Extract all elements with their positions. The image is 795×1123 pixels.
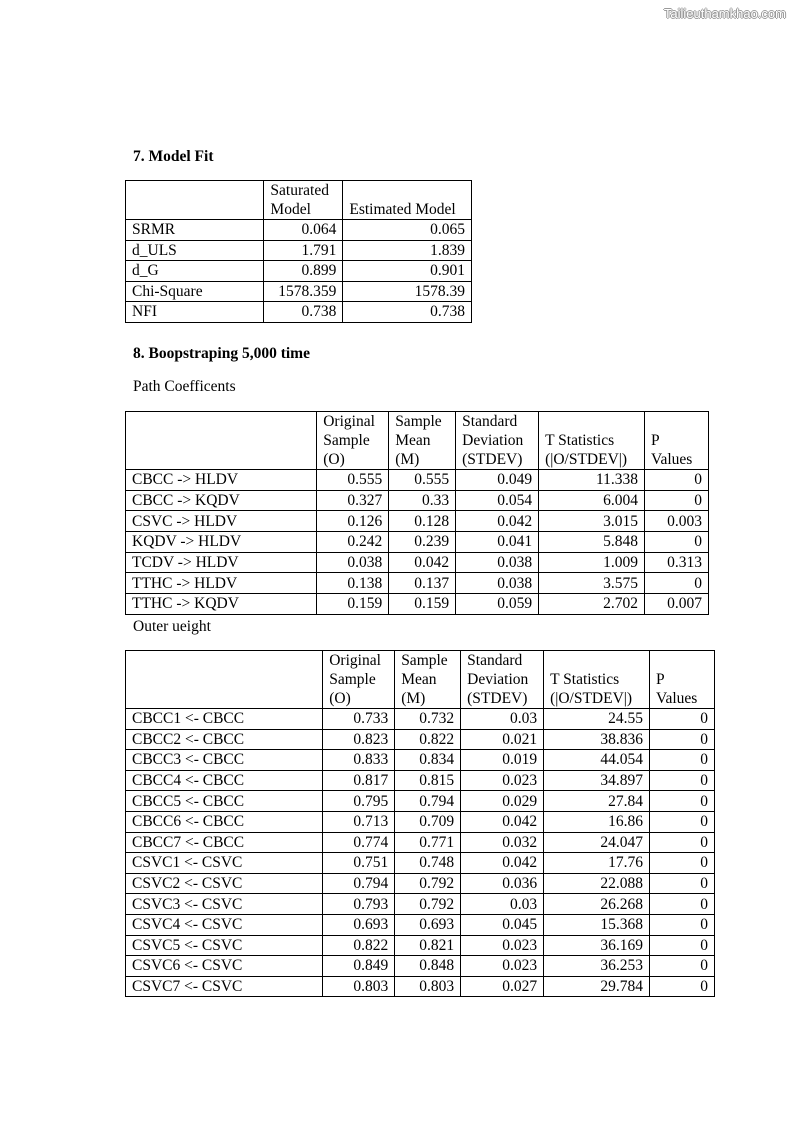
value-cell: 0.239 — [389, 532, 456, 553]
value-cell: 0.038 — [317, 552, 389, 573]
value-cell: 0.693 — [323, 914, 395, 935]
value-cell: 0.833 — [323, 750, 395, 771]
row-label-cell: CBCC1 <- CBCC — [126, 709, 323, 730]
value-cell: 0.023 — [461, 770, 544, 791]
value-cell: 36.253 — [544, 956, 650, 977]
value-cell: 0.693 — [395, 914, 461, 935]
value-cell: 29.784 — [544, 976, 650, 997]
value-cell: 34.897 — [544, 770, 650, 791]
column-header — [126, 412, 317, 470]
row-label-cell: CSVC5 <- CSVC — [126, 935, 323, 956]
value-cell: 0 — [650, 976, 715, 997]
column-header: Original Sample (O) — [317, 412, 389, 470]
row-label-cell: CBCC -> KQDV — [126, 490, 317, 511]
table-row — [126, 240, 472, 261]
table-row — [126, 532, 709, 553]
value-cell: 0.849 — [323, 956, 395, 977]
row-label-cell: NFI — [126, 302, 264, 323]
table-row — [126, 873, 715, 894]
row-label-cell: d_ULS — [126, 240, 264, 261]
value-cell: 0.774 — [323, 832, 395, 853]
row-label-cell: KQDV -> HLDV — [126, 532, 317, 553]
value-cell: 0 — [645, 532, 709, 553]
value-cell: 0.042 — [461, 811, 544, 832]
value-cell: 0.823 — [323, 729, 395, 750]
row-label-cell: CBCC6 <- CBCC — [126, 811, 323, 832]
row-label-cell: CBCC5 <- CBCC — [126, 791, 323, 812]
value-cell: 0.03 — [461, 709, 544, 730]
table-row — [126, 853, 715, 874]
value-cell: 1.839 — [343, 240, 472, 261]
row-label-cell: d_G — [126, 261, 264, 282]
table-row — [126, 729, 715, 750]
outer-weight-label: Outer ueight — [133, 618, 211, 635]
value-cell: 3.015 — [539, 511, 645, 532]
table-row — [126, 956, 715, 977]
value-cell: 0.848 — [395, 956, 461, 977]
value-cell: 0.042 — [389, 552, 456, 573]
value-cell: 0.733 — [323, 709, 395, 730]
table-row — [126, 811, 715, 832]
table-row — [126, 791, 715, 812]
value-cell: 0 — [645, 573, 709, 594]
column-header — [126, 181, 264, 220]
value-cell: 0 — [650, 894, 715, 915]
value-cell: 0.313 — [645, 552, 709, 573]
value-cell: 0.159 — [389, 594, 456, 615]
value-cell: 0 — [645, 470, 709, 491]
value-cell: 0.794 — [395, 791, 461, 812]
value-cell: 0 — [650, 935, 715, 956]
value-cell: 0.738 — [264, 302, 343, 323]
value-cell: 5.848 — [539, 532, 645, 553]
value-cell: 0.793 — [323, 894, 395, 915]
value-cell: 2.702 — [539, 594, 645, 615]
column-header — [126, 651, 323, 709]
row-label-cell: TTHC -> KQDV — [126, 594, 317, 615]
value-cell: 0.029 — [461, 791, 544, 812]
value-cell: 0.159 — [317, 594, 389, 615]
table-row — [126, 281, 472, 302]
value-cell: 0 — [650, 853, 715, 874]
value-cell: 0.041 — [456, 532, 539, 553]
table-row — [126, 709, 715, 730]
column-header: P Values — [650, 651, 715, 709]
value-cell: 0.751 — [323, 853, 395, 874]
value-cell: 15.368 — [544, 914, 650, 935]
value-cell: 0 — [650, 811, 715, 832]
table-row — [126, 552, 709, 573]
value-cell: 0.027 — [461, 976, 544, 997]
value-cell: 0.834 — [395, 750, 461, 771]
value-cell: 0 — [650, 791, 715, 812]
value-cell: 24.55 — [544, 709, 650, 730]
table-row — [126, 976, 715, 997]
table-header-row — [126, 181, 472, 220]
row-label-cell: CBCC4 <- CBCC — [126, 770, 323, 791]
value-cell: 0.023 — [461, 935, 544, 956]
value-cell: 0.795 — [323, 791, 395, 812]
value-cell: 0.065 — [343, 220, 472, 241]
column-header: Saturated Model — [264, 181, 343, 220]
table-row — [126, 894, 715, 915]
value-cell: 0 — [650, 832, 715, 853]
value-cell: 0.817 — [323, 770, 395, 791]
value-cell: 0.032 — [461, 832, 544, 853]
value-cell: 0 — [650, 709, 715, 730]
table-header-row — [126, 412, 709, 470]
value-cell: 11.338 — [539, 470, 645, 491]
value-cell: 1578.39 — [343, 281, 472, 302]
row-label-cell: CSVC1 <- CSVC — [126, 853, 323, 874]
row-label-cell: CSVC -> HLDV — [126, 511, 317, 532]
value-cell: 0.059 — [456, 594, 539, 615]
row-label-cell: CSVC2 <- CSVC — [126, 873, 323, 894]
value-cell: 0.803 — [323, 976, 395, 997]
table-header-row — [126, 651, 715, 709]
value-cell: 0.023 — [461, 956, 544, 977]
table-row — [126, 935, 715, 956]
table-row — [126, 490, 709, 511]
table-row — [126, 573, 709, 594]
value-cell: 0 — [645, 490, 709, 511]
value-cell: 26.268 — [544, 894, 650, 915]
table-row — [126, 261, 472, 282]
row-label-cell: TTHC -> HLDV — [126, 573, 317, 594]
bootstrapping-heading: 8. Boopstraping 5,000 time — [133, 345, 310, 362]
value-cell: 0.899 — [264, 261, 343, 282]
value-cell: 0 — [650, 750, 715, 771]
value-cell: 0.709 — [395, 811, 461, 832]
value-cell: 16.86 — [544, 811, 650, 832]
table-row — [126, 770, 715, 791]
value-cell: 22.088 — [544, 873, 650, 894]
column-header: Original Sample (O) — [323, 651, 395, 709]
model-fit-heading: 7. Model Fit — [133, 148, 214, 165]
table-row — [126, 750, 715, 771]
value-cell: 1.009 — [539, 552, 645, 573]
column-header: Standard Deviation (STDEV) — [461, 651, 544, 709]
value-cell: 0.03 — [461, 894, 544, 915]
value-cell: 6.004 — [539, 490, 645, 511]
value-cell: 0.748 — [395, 853, 461, 874]
value-cell: 0.901 — [343, 261, 472, 282]
value-cell: 0.042 — [456, 511, 539, 532]
value-cell: 3.575 — [539, 573, 645, 594]
table-row — [126, 220, 472, 241]
value-cell: 0 — [650, 956, 715, 977]
value-cell: 0.021 — [461, 729, 544, 750]
row-label-cell: SRMR — [126, 220, 264, 241]
value-cell: 0.803 — [395, 976, 461, 997]
value-cell: 17.76 — [544, 853, 650, 874]
value-cell: 0.815 — [395, 770, 461, 791]
value-cell: 44.054 — [544, 750, 650, 771]
row-label-cell: CSVC3 <- CSVC — [126, 894, 323, 915]
row-label-cell: Chi-Square — [126, 281, 264, 302]
path-coefficients-label: Path Coefficents — [133, 378, 236, 395]
column-header: Standard Deviation (STDEV) — [456, 412, 539, 470]
watermark: Tailieuthamkhao.com — [663, 6, 786, 21]
row-label-cell: TCDV -> HLDV — [126, 552, 317, 573]
value-cell: 1.791 — [264, 240, 343, 261]
value-cell: 38.836 — [544, 729, 650, 750]
value-cell: 0.794 — [323, 873, 395, 894]
row-label-cell: CSVC4 <- CSVC — [126, 914, 323, 935]
value-cell: 0.038 — [456, 573, 539, 594]
table-row — [126, 914, 715, 935]
column-header: Sample Mean (M) — [389, 412, 456, 470]
value-cell: 0.038 — [456, 552, 539, 573]
value-cell: 0.555 — [389, 470, 456, 491]
value-cell: 0 — [650, 729, 715, 750]
table-row — [126, 302, 472, 323]
value-cell: 0.128 — [389, 511, 456, 532]
value-cell: 0.007 — [645, 594, 709, 615]
value-cell: 0.036 — [461, 873, 544, 894]
value-cell: 0.137 — [389, 573, 456, 594]
value-cell: 0.713 — [323, 811, 395, 832]
value-cell: 0.138 — [317, 573, 389, 594]
value-cell: 0.126 — [317, 511, 389, 532]
row-label-cell: CBCC7 <- CBCC — [126, 832, 323, 853]
value-cell: 0.771 — [395, 832, 461, 853]
table-row — [126, 470, 709, 491]
value-cell: 0 — [650, 914, 715, 935]
value-cell: 24.047 — [544, 832, 650, 853]
outer-weight-table — [125, 650, 715, 997]
table-row — [126, 511, 709, 532]
value-cell: 0.242 — [317, 532, 389, 553]
model-fit-table — [125, 180, 472, 323]
value-cell: 0.33 — [389, 490, 456, 511]
value-cell: 0 — [650, 770, 715, 791]
value-cell: 0.042 — [461, 853, 544, 874]
value-cell: 0.555 — [317, 470, 389, 491]
value-cell: 0 — [650, 873, 715, 894]
row-label-cell: CBCC -> HLDV — [126, 470, 317, 491]
value-cell: 0.054 — [456, 490, 539, 511]
value-cell: 27.84 — [544, 791, 650, 812]
value-cell: 0.019 — [461, 750, 544, 771]
table-row — [126, 832, 715, 853]
path-coefficients-table — [125, 411, 709, 615]
value-cell: 0.792 — [395, 873, 461, 894]
row-label-cell: CBCC2 <- CBCC — [126, 729, 323, 750]
value-cell: 0.049 — [456, 470, 539, 491]
column-header: P Values — [645, 412, 709, 470]
column-header: T Statistics (|O/STDEV|) — [544, 651, 650, 709]
value-cell: 1578.359 — [264, 281, 343, 302]
value-cell: 0.064 — [264, 220, 343, 241]
value-cell: 0.045 — [461, 914, 544, 935]
table-row — [126, 594, 709, 615]
value-cell: 0.792 — [395, 894, 461, 915]
value-cell: 0.822 — [323, 935, 395, 956]
value-cell: 0.003 — [645, 511, 709, 532]
value-cell: 0.738 — [343, 302, 472, 323]
value-cell: 0.821 — [395, 935, 461, 956]
column-header: T Statistics (|O/STDEV|) — [539, 412, 645, 470]
column-header: Estimated Model — [343, 181, 472, 220]
value-cell: 0.732 — [395, 709, 461, 730]
row-label-cell: CSVC7 <- CSVC — [126, 976, 323, 997]
row-label-cell: CSVC6 <- CSVC — [126, 956, 323, 977]
row-label-cell: CBCC3 <- CBCC — [126, 750, 323, 771]
value-cell: 0.327 — [317, 490, 389, 511]
value-cell: 36.169 — [544, 935, 650, 956]
value-cell: 0.822 — [395, 729, 461, 750]
column-header: Sample Mean (M) — [395, 651, 461, 709]
